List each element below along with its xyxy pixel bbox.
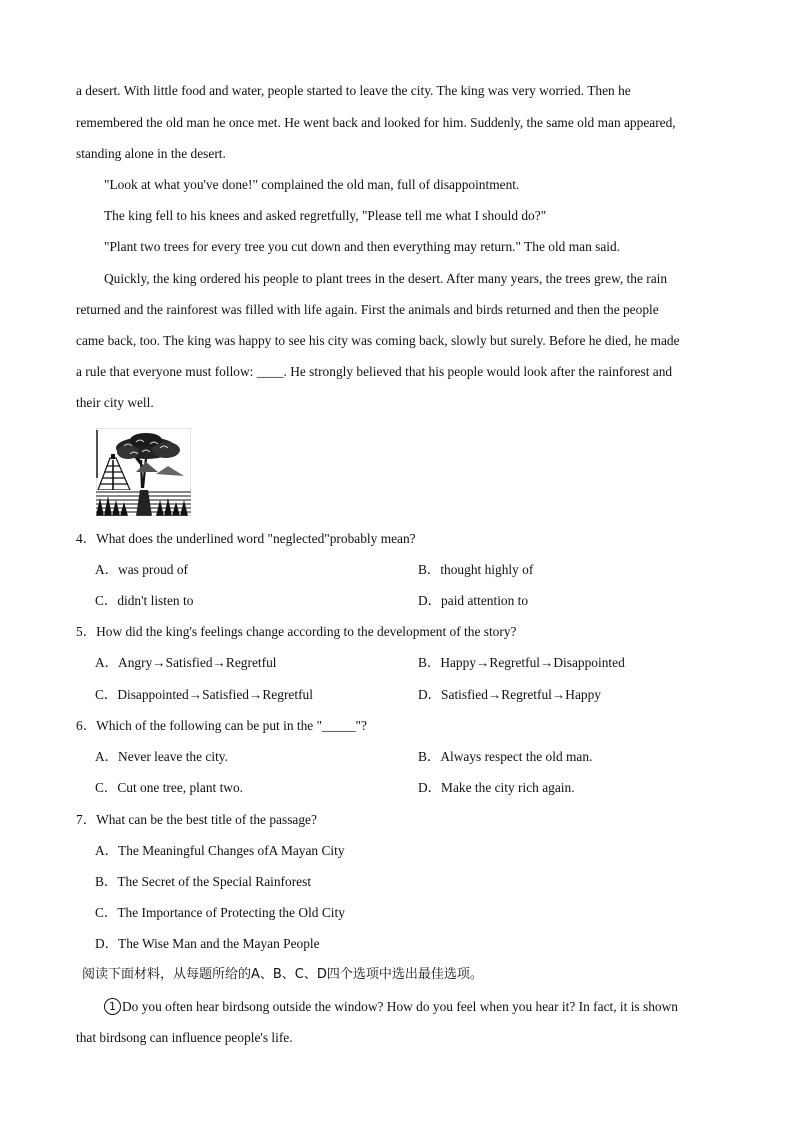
- passage-line: that birdsong can influence people's life.: [76, 1030, 293, 1045]
- section-instruction: 阅读下面材料，从每题所给的A、B、C、D四个选项中选出最佳选项。: [82, 967, 483, 982]
- question-stem: 4．What does the underlined word "neglected"probably mean?: [76, 531, 416, 546]
- option-b[interactable]: B．Happy→Regretful→Disappointed: [418, 655, 625, 670]
- option-d[interactable]: D．The Wise Man and the Mayan People: [95, 936, 320, 951]
- story-dialog: The king fell to his knees and asked regretfully, "Please tell me what I should do?": [104, 208, 547, 223]
- passage-line: [104, 998, 678, 1016]
- option-c[interactable]: C．Disappointed→Satisfied→Regretful: [95, 687, 313, 702]
- question-stem: 5．How did the king's feelings change according to the development of the story?: [76, 624, 517, 639]
- story-line: their city well.: [76, 395, 154, 410]
- story-dialog: "Plant two trees for every tree you cut down and then everything may return." The old man said.: [104, 239, 621, 254]
- question-stem: 7．What can be the best title of the passage?: [76, 812, 317, 827]
- story-line: standing alone in the desert.: [76, 146, 226, 161]
- option-c[interactable]: C．The Importance of Protecting the Old City: [95, 905, 345, 920]
- story-line: returned and the rainforest was filled with life again. First the animals and birds returned and then the people: [76, 302, 659, 317]
- option-a[interactable]: A．was proud of: [95, 562, 188, 577]
- option-d[interactable]: D．Satisfied→Regretful→Happy: [418, 687, 601, 702]
- question-stem: 6．Which of the following can be put in the "_____"?: [76, 718, 367, 733]
- story-line: remembered the old man he once met. He went back and looked for him. Suddenly, the same old man appeared,: [76, 115, 676, 130]
- story-line: a desert. With little food and water, people started to leave the city. The king was very worried. Then he: [76, 83, 631, 98]
- story-dialog: "Look at what you've done!" complained the old man, full of disappointment.: [104, 177, 520, 192]
- story-line: a rule that everyone must follow: ____. He strongly believed that his people would look after the rainforest and: [76, 364, 673, 379]
- option-d[interactable]: D．Make the city rich again.: [418, 780, 575, 795]
- option-a[interactable]: A．Never leave the city.: [95, 749, 228, 764]
- option-a[interactable]: A．The Meaningful Changes ofA Mayan City: [95, 843, 345, 858]
- passage-text: Do you often hear birdsong outside the window? How do you feel when you hear it? In fact, it is shown: [122, 999, 678, 1014]
- option-c[interactable]: C．Cut one tree, plant two.: [95, 780, 244, 795]
- option-d[interactable]: D．paid attention to: [418, 593, 529, 608]
- option-b[interactable]: B．thought highly of: [418, 562, 534, 577]
- paragraph-number-badge: 1: [104, 998, 121, 1015]
- option-c[interactable]: C．didn't listen to: [95, 593, 194, 608]
- story-line: came back, too. The king was happy to see his city was coming back, slowly but surely. Before he died, he made: [76, 333, 680, 348]
- option-b[interactable]: B．The Secret of the Special Rainforest: [95, 874, 312, 889]
- option-a[interactable]: A．Angry→Satisfied→Regretful: [95, 655, 277, 670]
- story-line: Quickly, the king ordered his people to plant trees in the desert. After many years, the trees grew, the rain: [104, 271, 668, 286]
- option-b[interactable]: B．Always respect the old man.: [418, 749, 593, 764]
- mayan-pyramid-illustration: [96, 428, 191, 516]
